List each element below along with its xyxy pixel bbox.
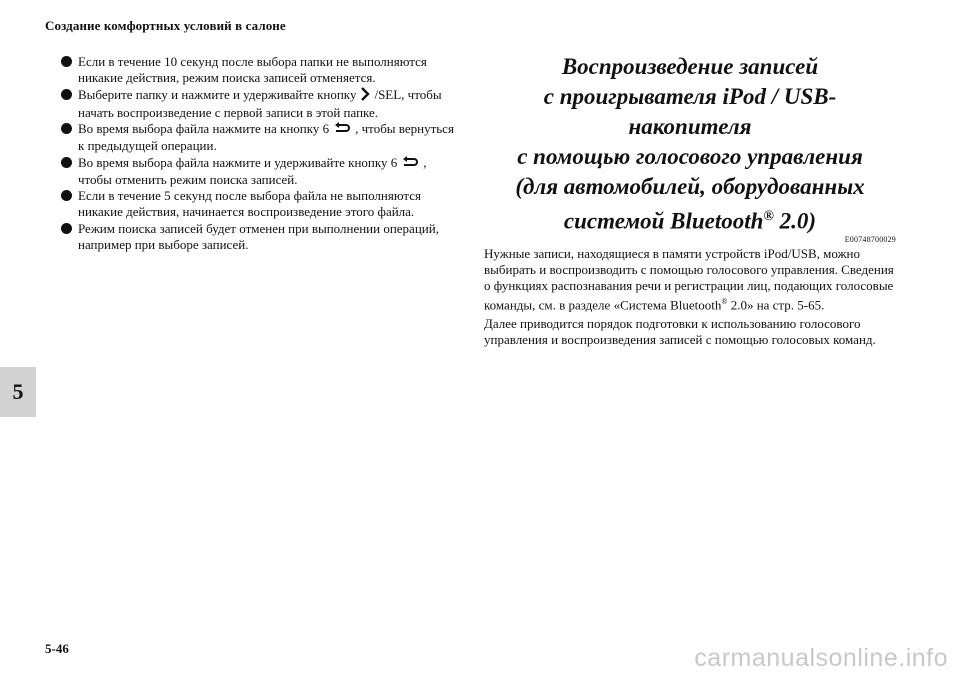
bullet-icon <box>61 223 72 234</box>
title-line: с помощью голосового управления <box>517 144 863 169</box>
bullet-item <box>60 188 455 221</box>
bullet-text-before: Во время выбора файла нажмите и удерживайте кнопку 6 <box>78 154 398 170</box>
bullet-item <box>60 121 455 154</box>
bullet-item <box>60 221 455 254</box>
title-line-last <box>484 202 896 237</box>
bullet-text-before: Выберите папку и нажмите и удерживайте кнопку <box>78 86 357 102</box>
title-last-text: системой Bluetooth <box>563 208 764 234</box>
return-arrow-icon <box>401 156 419 172</box>
bullet-icon <box>61 190 72 201</box>
section-title <box>484 52 896 237</box>
bullet-item <box>60 155 455 188</box>
watermark: carmanualsonline.info <box>694 644 948 672</box>
bullet-icon <box>61 123 72 134</box>
bullet-text-after: , чтобы вернуться к предыдущей операции. <box>78 121 454 154</box>
title-line: (для автомобилей, оборудованных <box>515 174 865 199</box>
right-column <box>484 52 896 348</box>
chevron-right-icon <box>360 87 370 105</box>
bullet-icon <box>61 56 72 67</box>
section-code: E00748700029 <box>844 234 896 244</box>
running-header: Создание комфортных условий в салоне <box>45 18 286 33</box>
bullet-text-before: Во время выбора файла нажмите на кнопку 6 <box>78 121 330 137</box>
intro-paragraph <box>484 246 896 314</box>
bullet-text: Режим поиска записей будет отменен при выполнении операций, например при выборе записей. <box>78 220 439 252</box>
bullet-text-after: /SEL, чтобы начать воспроизведение с первой записи в этой папке. <box>78 86 442 120</box>
title-last-suffix: 2.0) <box>773 208 817 234</box>
bullet-item <box>60 87 455 122</box>
title-line: Воспроизведение записей <box>561 54 819 79</box>
return-arrow-icon <box>333 122 351 138</box>
chapter-number: 5 <box>12 379 24 404</box>
title-line: с проигрывателя iPod / USB-накопителя <box>543 84 837 139</box>
bullet-text-after: , чтобы отменить режим поиска записей. <box>78 154 427 187</box>
bullet-icon <box>61 157 72 168</box>
bullet-text: Если в течение 5 секунд после выбора файла не выполняются никакие действия, начинается воспроизведение этого файла. <box>78 188 421 220</box>
left-column <box>60 54 455 253</box>
intro-text: Нужные записи, находящиеся в памяти устройств iPod/USB, можно выбирать и воспроизводить с помощью голосового управления. Сведения о функциях распознавания речи и регистрации лиц, подающих голосовые команды, см. в разделе «Система Bluetooth <box>484 245 894 313</box>
registered-mark: ® <box>763 209 774 224</box>
intro-text-suffix: 2.0» на стр. 5-65. <box>727 297 825 313</box>
registered-mark: ® <box>721 297 728 307</box>
bullet-text: Если в течение 10 секунд после выбора папки не выполняются никакие действия, режим поиска записей отменяется. <box>78 54 427 86</box>
bullet-icon <box>61 89 72 100</box>
chapter-tab <box>0 367 36 417</box>
procedure-paragraph: Далее приводится порядок подготовки к использованию голосового управления и воспроизведения записей с помощью голосовых команд. <box>484 315 876 347</box>
bullet-item <box>60 54 455 87</box>
page-number: 5-46 <box>45 641 69 656</box>
